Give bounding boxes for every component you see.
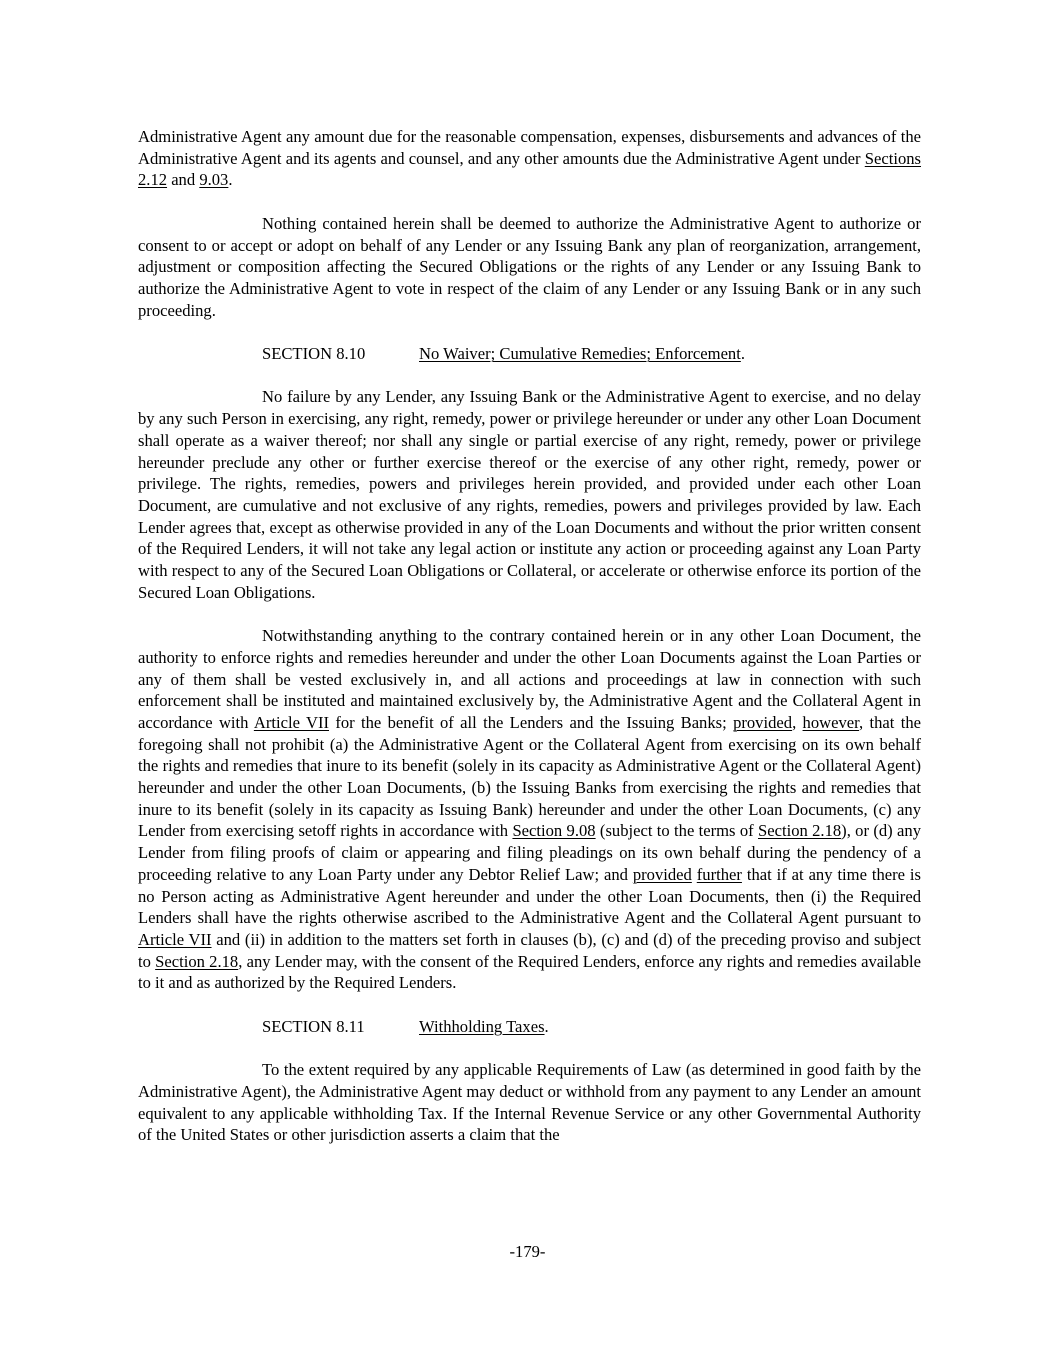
- underlined-term-further: further: [696, 864, 742, 884]
- section-heading-8-10: [262, 343, 921, 365]
- section-title-period: .: [740, 344, 745, 363]
- paragraph-text: ), or (d) any Lender from filing proofs of claim or appearing and filing pleadings on its own behalf during the pendency of a proceeding relative to any Loan Party under any Debtor Relief Law; and: [138, 821, 921, 884]
- cross-reference-sections-2-12: Sections 2.12: [138, 148, 921, 190]
- cross-reference-section-2-18: Section 2.18: [758, 821, 842, 841]
- section-number: SECTION 8.11: [262, 1016, 365, 1036]
- underlined-term-provided: provided: [632, 864, 692, 884]
- section-number: SECTION 8.10: [262, 344, 366, 363]
- paragraph-text: No failure by any Lender, any Issuing Bank or the Administrative Agent to exercise, and no delay by any such Person in exercising, any right, remedy, power or privilege hereunder or under any other Loan Document shall operate as a waiver thereof; nor shall any single or partial exercise of any right, remedy, power or privilege hereunder preclude any other or further exercise thereof or the exercise of any other right, remedy, power or privilege. The rights, remedies, powers and privileges herein provided, and provided under each other Loan Document, are cumulative and not exclusive of any rights, remedies, powers and privileges provided by law. Each Lender agrees that, except as otherwise provided in any of the Loan Documents and without the prior written consent of the Required Lenders, it will not take any legal action or institute any action or proceeding against any Loan Party with respect to any of the Secured Loan Obligations or Collateral, or accelerate or otherwise enforce its portion of the Secured Loan Obligations.: [138, 387, 921, 602]
- page-number: -179-: [509, 1242, 546, 1261]
- document-page: [138, 126, 921, 1168]
- section-title: No Waiver; Cumulative Remedies; Enforcement: [419, 344, 741, 363]
- paragraph-text: (subject to the terms of: [595, 821, 759, 841]
- section-heading-8-11: [262, 1016, 921, 1038]
- paragraph-no-waiver: [138, 386, 921, 603]
- paragraph-text: , any Lender may, with the consent of the Required Lenders, enforce any rights and remedies available to it and as authorized by the Required Lenders.: [138, 951, 921, 993]
- paragraph-text: .: [228, 170, 233, 190]
- paragraph-text: To the extent required by any applicable Requirements of Law (as determined in good faith by the Administrative Agent), the Administrative Agent may deduct or withhold from any payment to any Lender an amount equivalent to any applicable withholding Tax. If the Internal Revenue Service or any other Governmental Authority of the United States or other jurisdiction asserts a claim that the: [138, 1060, 921, 1145]
- paragraph-enforcement: [138, 625, 921, 994]
- paragraph-continuation: [138, 126, 921, 191]
- cross-reference-9-03: 9.03: [199, 170, 229, 190]
- cross-reference-section-9-08: Section 9.08: [512, 821, 596, 841]
- paragraph-text: and: [167, 170, 200, 190]
- paragraph-text: Nothing contained herein shall be deemed to authorize the Administrative Agent to authorize or consent to or accept or adopt on behalf of any Lender or any Issuing Bank any plan of reorganization, arrangement, adjustment or composition affecting the Secured Obligations or the rights of any Lender or any Issuing Bank to authorize the Administrative Agent to vote in respect of the claim of any Lender or any Issuing Bank or in any such proceeding.: [138, 213, 921, 320]
- paragraph-text: and (ii) in addition to the matters set forth in clauses (b), (c) and (d) of the preceding proviso and subject to: [138, 929, 921, 971]
- paragraph-text: , that the foregoing shall not prohibit (a) the Administrative Agent or the Collateral Agent from exercising on its own behalf the rights and remedies that inure to its benefit (solely in its capacity as Administrative Agent or the Collateral Agent) hereunder and under the other Loan Documents, (b) the Issuing Banks from exercising the rights and remedies that inure to its benefit (solely in its capacity as Issuing Bank) hereunder and under the other Loan Documents, (c) any Lender from exercising setoff rights in accordance with: [138, 712, 921, 841]
- paragraph-text: Administrative Agent any amount due for the reasonable compensation, expenses, disbursements and advances of the Administrative Agent and its agents and counsel, and any other amounts due the Administrative Agent under: [138, 127, 921, 168]
- cross-reference-article-vii: Article VII: [253, 712, 329, 732]
- section-title: Withholding Taxes: [419, 1016, 545, 1036]
- paragraph-text: ,: [792, 712, 803, 732]
- paragraph-text: for the benefit of all the Lenders and the Issuing Banks;: [329, 712, 734, 732]
- underlined-term-provided: provided: [733, 712, 793, 732]
- paragraph-text: that if at any time there is no Person acting as Administrative Agent hereunder and under the other Loan Documents, then (i) the Required Lenders shall have the rights otherwise ascribed to the Administrative Agent and the Collateral Agent pursuant to: [138, 864, 921, 928]
- paragraph-no-authorization: [138, 213, 921, 322]
- paragraph-text: Notwithstanding anything to the contrary contained herein or in any other Loan Document, the authority to enforce rights and remedies hereunder and under the other Loan Documents against the Loan Parties or any of them shall be vested exclusively in, and all actions and proceedings at law in connection with such enforcement shall be instituted and maintained exclusively by, the Administrative Agent and the Collateral Agent in accordance with: [138, 626, 921, 732]
- section-title-period: .: [544, 1016, 549, 1036]
- paragraph-withholding: [138, 1059, 921, 1146]
- underlined-term-however: however: [802, 712, 860, 732]
- cross-reference-article-vii: Article VII: [138, 929, 212, 949]
- cross-reference-section-2-18: Section 2.18: [155, 951, 239, 971]
